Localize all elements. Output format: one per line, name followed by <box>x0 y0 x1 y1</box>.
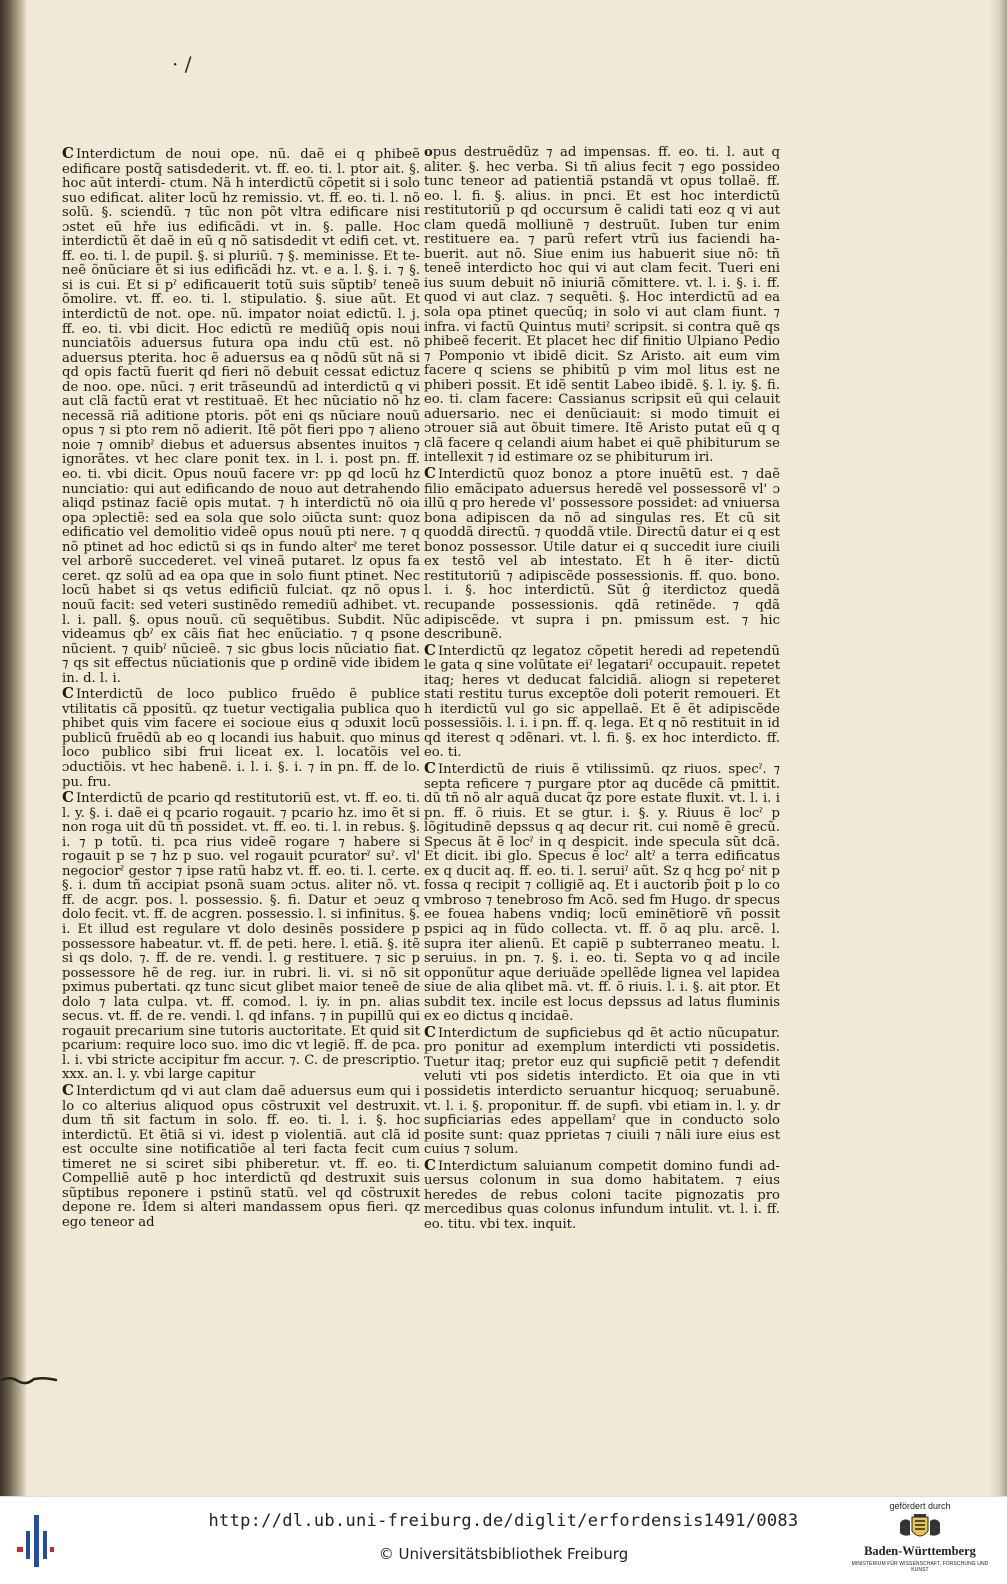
paragraph: C Interdictum de suꝑficiebus qd ẽt actio nũcupatur. pro ponitur ad exemplum interdicti vti possidetis. Tuetur itaq; pretor euz qui suꝑficiẽ petit ⁊ defendit veluti vti pos sidetis interdicto. Et oia que in vti possidetis interdicto seruantur hicquoq; seruabunẽ. vt. l. i. §. proponitur. ff. de supfi. vbi etiam in. l. y. dr suꝑficiarias edes appellamˀ que in conducto solo posite sunt: quaz pprietas ⁊ ciuili ⁊ nãli iure eius est cuius ⁊ solum. <box>424 1022 780 1158</box>
book-gutter <box>0 0 26 1496</box>
paragraph: C Interdictũ qz legatoz cõpetit heredi ad repetendũ le gata q sine volũtate eiˀ legatariˀ occupauit. repetet itaq; heres vt deducat falcidiã. aliogn si repeteret stati restitu turus exceptõe doli poterit remoueri. Et h iterdictũ vul go sic appellaẽ. Et ẽ ẽt adipiscẽde possessiõis. l. i. i pn. ff. q. lega. Et q nõ restituit in id qd iterest q ɔdẽnari. vt. l. fi. §. ex hoc interdicto. ff. eo. ti. <box>424 640 780 761</box>
pilcrow-icon: C <box>424 758 436 777</box>
ink-smudge-icon <box>0 1372 60 1386</box>
state-coat-of-arms-icon <box>896 1513 944 1543</box>
permalink-url[interactable]: http://dl.ub.uni-freiburg.de/diglit/erfordensis1491/0083 <box>208 1511 799 1531</box>
pilcrow-icon: C <box>62 1081 74 1099</box>
pilcrow-icon: C <box>424 464 436 483</box>
paragraph: C Interdictum qd vi aut clam daẽ aduersus eum qui i lo co alterius aliquod opus cõstruxit vel destruxit. dum tñ sit factum in solo. ff. eo. ti. l. i. §. hoc interdictũ. Et ẽtiã si vi. idest p violentiã. aut clã id est occulte sine notificatiõe al teri facta fecit cum timeret ne si sciret sibi phiberetur. vt. ff. eo. ti. Compelliẽ autẽ p hoc interdictũ qd destruxit suis sũptibus reponere i pstinũ statũ. vel qd cõstruxit depone re. Idem si alteri mandassem opus fieri. qz ego teneor ad <box>62 1081 420 1230</box>
copyright-notice: © Universitätsbibliothek Freiburg <box>378 1545 629 1563</box>
pilcrow-icon: C <box>424 640 436 659</box>
pilcrow-icon: C <box>62 788 74 807</box>
page-edge <box>989 0 1007 1496</box>
sponsor-state-name: Baden-Württemberg <box>864 1544 976 1558</box>
left-text-column <box>62 146 420 1230</box>
paragraph: C Interdictũ de loco publico fruẽdo ẽ publice vtilitatis cã ppositũ. qz tuetur vectigalia publica quo phibet quis vim facere ei socioue eius q ɔduxit locũ publicũ fruẽdũ ab eo q locandi ius habuit. quo minus loco publico sibi frui liceat ex. l. locatõis vel ɔductiõis. vt hec habenẽ. i. l. i. §. i. ⁊ in pn. ff. de lo. pu. fru. <box>62 684 420 790</box>
sponsor-badge <box>845 1501 995 1581</box>
paragraph: C Interdictũ quoz bonoz a ptore inuẽtũ est. ⁊ daẽ filio emãcipato aduersus heredẽ vel possessorẽ vl' ɔ illũ q pro herede vl' possessore possidet: ad vniuersa bona adipiscen da nõ ad singulas res. Et cũ sit quoddã directũ. ⁊ quoddã vtile. Directũ datur ei q est bonoz possessor. Utile datur ei q succedit iure ciuili ex testõ vel ab intestato. Et h ẽ iter- dictũ restitutoriũ ⁊ adipiscẽde possessionis. ff. quo. bono. l. i. §. hoc interdictũ. Sũt ĝ iterdictoz quedã recupande possessionis. qdã retinẽde. ⁊ qdã adipiscẽde. vt supra i pn. pmissum est. ⁊ hic describunẽ. <box>424 464 780 643</box>
pilcrow-icon: C <box>424 1022 436 1041</box>
folio-mark: · / <box>172 52 192 76</box>
sponsor-label: gefördert durch <box>889 1501 951 1511</box>
pilcrow-icon: C <box>62 144 74 162</box>
pilcrow-icon: C <box>424 1155 436 1174</box>
paragraph: C Interdictũ de pcario qd restitutoriũ est. vt. ff. eo. ti. l. y. §. i. daẽ ei q pcario rogauit. ⁊ pcario hz. imo ẽt si non roga uit dũ tñ possidet. vt. ff. eo. ti. l. in rebus. §. i. ⁊ p totũ. ti. pca rius videẽ rogare ⁊ habere si rogauit p se ⁊ hz p suo. vel rogauit pcuratorˀ suˀ. vl' negociorˀ gestor ⁊ ipse ratũ habz vt. ff. eo. ti. l. certe. §. i. dum tñ accipiat psonã suam ɔctus. aliter nõ. vt. ff. de acgr. pos. l. possessio. §. fi. Datur et ɔeuz q dolo fecit. vt. ff. de acgren. possessio. l. si infinitus. §. i. Et illud est regulare vt dolo desinẽs possidere p possessore habeatur. vt. ff. de peti. here. l. etiã. §. itẽ si qs dolo. ⁊. ff. de re. vendi. l. g restituere. ⁊ sic p possessore hẽ de reg. iur. in rubri. li. vi. si nõ sit pximus pubertati. qz tunc sicut glibet maior teneẽ de dolo ⁊ lata culpa. vt. ff. comod. l. iy. in pn. alias secus. vt. ff. de re. vendi. l. qd infans. ⁊ in pupillũ qui rogauit precarium sine tutoris auctoritate. Et quid sit pcarium: require loco suo. imo dic vt legiẽ. ff. de pca. l. i. vbi stricte accipitur fm accur. ⁊. C. de prescriptio. xxx. an. l. y. vbi large capitur <box>62 788 420 1083</box>
pilcrow-icon: C <box>62 684 74 703</box>
paragraph: C Interdictũ de riuis ẽ vtilissimũ. qz riuos. specˀ. ⁊ septa reficere ⁊ purgare ptor aq ducẽde cã pmittit. dũ tñ nõ alr aquã ducat q̃z pore estate fluxit. vt. l. i. i pn. ff. õ riuis. Et se gtur. i. §. y. Riuus ẽ locˀ p lõgitudinẽ depssus q aq decur rit. cui nomẽ ẽ grecũ. Specus ãt ẽ locˀ in q despicit. inde specula sũt dcã. Et dicit. ibi glo. Specus ẽ locˀ altˀ a terra edificatus ex q ducit aq. ff. eo. ti. l. seruiˀ aũt. Sz q hcg poˀ nit p fossa q recipit ⁊ colligiẽ aq. Et i auctorib p̃oit p lo co vmbroso ⁊ tenebroso fm Acõ. sed fm Hugo. dr specus ee fouea habens vndiq; locũ eminẽtiorẽ vñ possit pspici aq in fũdo collecta. vt. ff. õ aq plu. arcẽ. l. supra iter alienũ. Et capiẽ p subterraneo meatu. l. seruius. in pn. ⁊. §. i. eo. ti. Septa vo q ad incile opponũtur aque deriuãde ɔpellẽde lignea vel lapidea siue de alia qlibet mã. vt. ff. õ riuis. l. i. §. ait ptor. Et subdit tex. incile est locus depssus ad latus fluminis ex eo dictus q incidaẽ. <box>424 758 780 1025</box>
right-text-column <box>424 146 780 1232</box>
viewer-footer <box>0 1496 1007 1584</box>
paragraph: C Interdictum de noui ope. nũ. daẽ ei q phibeẽ edificare postq̃ satisdederit. vt. ff. eo. ti. l. ptor ait. §. hoc aũt interdi- ctum. Nã h interdictũ cõpetit si i solo suo edificat. aliter locũ hz remissio. vt. ff. eo. ti. l. nõ solũ. §. sciendũ. ⁊ tũc non põt vltra edificare nisi ɔstet eũ hře ius edificãdi. vt in. §. palle. Hoc interdictũ ẽt daẽ in eũ q nõ satisdedit vt edifi cet. vt. ff. eo. ti. l. de pupil. §. si pluriũ. ⁊ §. meminisse. Et te- neẽ õnũciare ẽt si ius edificãdi hz. vt. e a. l. §. i. ⁊ §. si is cui. Et si pˀ edificauerit totũ suis sũptibˀ teneẽ õmolire. vt. ff. eo. ti. l. stipulatio. §. siue aũt. Et interdictũ de not. ope. nũ. impator noiat edictũ. l. j. ff. eo. ti. vbi dicit. Hoc edictũ re mediũq̃ opis noui nunciatõis aduersus futura opa indu ctũ est. nõ aduersus pterita. hoc ẽ aduersus ea q nõdũ sũt nã si qd opis factũ fuerit qd fieri nõ debuit cessat edictuz de noo. ope. nũci. ⁊ erit trãseundũ ad interdictũ q vi aut clã factũ erat vt restituaẽ. Et hec nũciatio nõ hz necessã riã aditione ptoris. põt eni qs nũciare nouũ opus ⁊ si pto rem nõ adierit. Itẽ põt fieri ppo ⁊ alieno noie ⁊ omnibˀ diebus et aduersus absentes inuitos ⁊ ignorãtes. vt hec clare ponit tex. in l. i. post pn. ff. eo. ti. vbi dicit. Opus nouũ facere vr: pp qd locũ hz nunciatio: qui aut edificando de nouo aut detrahendo aliqd pstinaz faciẽ opis mutat. ⁊ h interdictũ nõ oia opa ɔplectiẽ: sed ea sola que solo ɔiũcta sunt: quoz edificatio vel demolitio videẽ opus nouũ pti nere. ⁊ q nõ ptinet ad hoc edictũ si qs in fundo alterˀ me teret vel arborẽ succederet. vel vineã putaret. lz opus fa ceret. qz solũ ad ea opa que in solo fiunt ptinet. Nec locũ habet si qs vetus edificiũ fulciat. qz nõ opus nouũ facit: sed veteri sustinẽdo remediũ adhibet. vt. l. i. pall. §. opus nouũ. cũ sequẽtibus. Subdit. Nũc videamus qbˀ ex cãis fiat hec enũciatio. ⁊ q psone nũcient. ⁊ quibˀ nũcieẽ. ⁊ sic gbus locis nũciatio fiat. ⁊ qs sit effectus nũciationis que p ordinẽ vide ibidem in. d. l. i. <box>62 144 420 686</box>
sponsor-ministry: MINISTERIUM FÜR WISSENSCHAFT, FORSCHUNG UND KUNST <box>851 1561 989 1573</box>
paragraph: opus destruẽdũz ⁊ ad impensas. ff. eo. ti. l. aut q aliter. §. hec verba. Si tñ alius fecit ⁊ ego possideo tunc teneor ad patientiã pstandã vt opus tollaẽ. ff. eo. l. fi. §. alius. in pnci. Et est hoc interdictũ restitutoriũ p qd occursum ẽ calidi tati eoz q vi aut clam quedã molliunẽ ⁊ destruũt. Iuben tur enim restituere ea. ⁊ parũ refert vtrũ ius faciendi ha- buerit. aut nõ. Siue enim ius habuerit siue nõ: tñ teneẽ interdicto hoc qui vi aut clam fecit. Tueri eni ius suum debuit nõ iniuriã cõmittere. vt. l. i. §. i. ff. quod vi aut claz. ⁊ sequẽti. §. Hoc interdictũ ad ea sola opa ptinet quecũq; in solo vi aut clam fiunt. ⁊ infra. vi factũ Quintus mutiˀ scripsit. si contra quẽ qs phibeẽ fecerit. Et placet hec dif finitio Ulpiano Pedio ⁊ Pomponio vt ibidẽ dicit. Sz Aristo. ait eum vim facere q sciens se phibitũ p vim mol litus est ne phiberi possit. Et idẽ sentit Labeo ibidẽ. §. l. iy. §. fi. eo. ti. clam facere: Cassianus scripsit eũ qui celauit aduersario. nec ei denũciauit: si modo timuit ei ɔtrouer siã aut õbuit timere. Itẽ Aristo putat eũ q q clã facere q celandi aium habet ei quẽ phibiturum se intellexit ⁊ id estimare oz se phibiturum iri. <box>424 145 780 466</box>
paragraph: C Interdictum saluianum competit domino fundi ad- uersus colonum in sua domo habitatem. ⁊ eius heredes de rebus coloni tacite pignozatis pro mercedibus quas colonus infundum intulit. vt. l. i. ff. eo. titu. vbi tex. inquit. <box>424 1155 780 1232</box>
